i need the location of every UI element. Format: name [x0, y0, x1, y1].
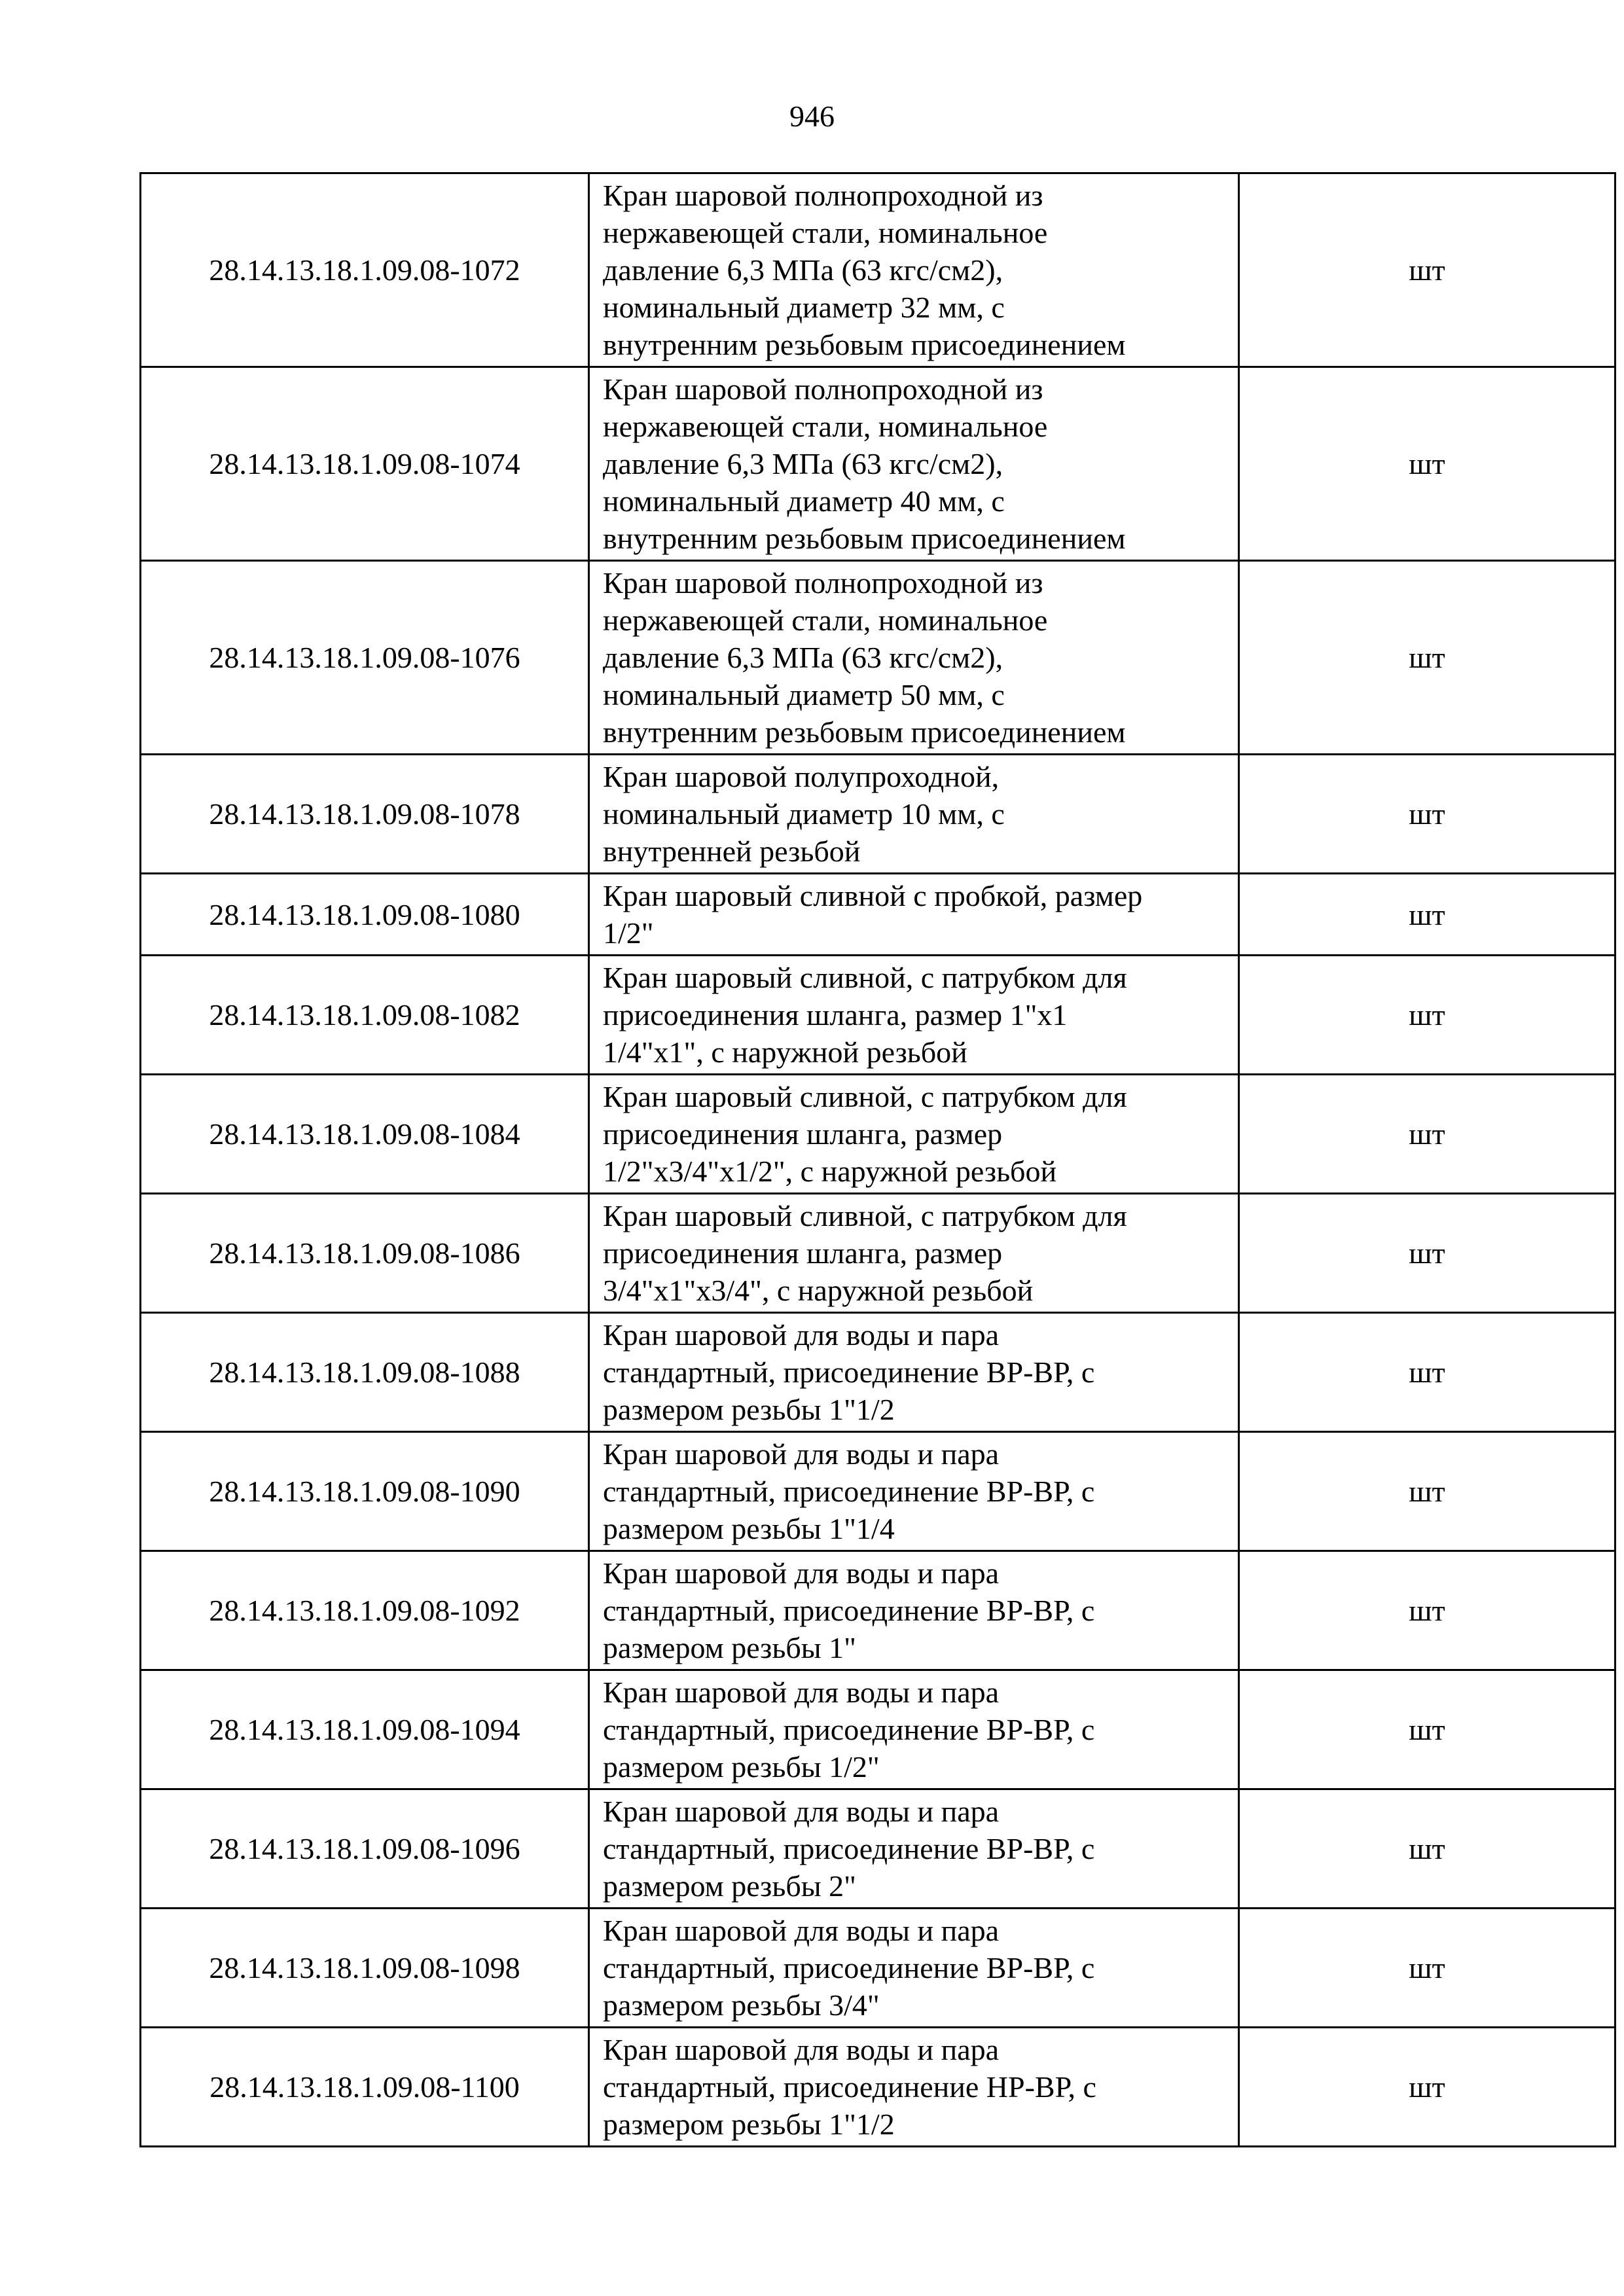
description-line: номинальный диаметр 10 мм, с	[603, 797, 1005, 831]
unit-cell: шт	[1239, 874, 1615, 956]
description-line: Кран шаровый сливной, с патрубком для	[603, 1080, 1127, 1113]
unit-cell: шт	[1239, 1789, 1615, 1909]
description-line: номинальный диаметр 32 мм, с	[603, 291, 1005, 324]
description-line: нержавеющей стали, номинальное	[603, 410, 1048, 443]
description-cell	[589, 1313, 1239, 1432]
code-cell: 28.14.13.18.1.09.08-1082	[141, 956, 589, 1075]
description-cell	[589, 1789, 1239, 1909]
unit-cell: шт	[1239, 956, 1615, 1075]
unit-cell: шт	[1239, 367, 1615, 561]
description-cell	[589, 173, 1239, 367]
table-row	[141, 1075, 1615, 1194]
table-row	[141, 173, 1615, 367]
description-line: размером резьбы 3/4"	[603, 1988, 880, 2022]
description-line: стандартный, присоединение ВР-ВР, с	[603, 1355, 1095, 1389]
unit-cell: шт	[1239, 173, 1615, 367]
code-cell: 28.14.13.18.1.09.08-1096	[141, 1789, 589, 1909]
description-cell	[589, 874, 1239, 956]
description-cell	[589, 1432, 1239, 1551]
unit-cell: шт	[1239, 1194, 1615, 1313]
table-row	[141, 1789, 1615, 1909]
code-cell: 28.14.13.18.1.09.08-1076	[141, 561, 589, 755]
description-line: 1/4"х1", с наружной резьбой	[603, 1035, 967, 1069]
table-row	[141, 1551, 1615, 1670]
description-line: нержавеющей стали, номинальное	[603, 216, 1048, 249]
page-number: 946	[789, 99, 835, 133]
table-row	[141, 956, 1615, 1075]
code-cell: 28.14.13.18.1.09.08-1088	[141, 1313, 589, 1432]
description-line: Кран шаровый сливной, с патрубком для	[603, 1199, 1127, 1232]
unit-cell: шт	[1239, 1432, 1615, 1551]
description-line: стандартный, присоединение ВР-ВР, с	[603, 1594, 1095, 1627]
description-line: Кран шаровой для воды и пара	[603, 2033, 1000, 2066]
unit-cell: шт	[1239, 1670, 1615, 1789]
description-cell	[589, 956, 1239, 1075]
description-line: внутренним резьбовым присоединением	[603, 715, 1126, 749]
description-line: Кран шаровой для воды и пара	[603, 1556, 1000, 1590]
table-row	[141, 1670, 1615, 1789]
description-line: размером резьбы 1/2"	[603, 1750, 880, 1784]
description-line: стандартный, присоединение ВР-ВР, с	[603, 1951, 1095, 1984]
description-line: Кран шаровой полнопроходной из	[603, 372, 1043, 406]
table-row	[141, 561, 1615, 755]
description-cell	[589, 367, 1239, 561]
description-line: внутренним резьбовым присоединением	[603, 328, 1126, 361]
unit-cell: шт	[1239, 1075, 1615, 1194]
description-line: Кран шаровой полнопроходной из	[603, 566, 1043, 600]
description-line: присоединения шланга, размер	[603, 1117, 1003, 1151]
unit-cell: шт	[1239, 2028, 1615, 2147]
description-line: размером резьбы 1"1/2	[603, 2108, 895, 2141]
description-line: внутренним резьбовым присоединением	[603, 522, 1126, 555]
description-line: 1/2"х3/4"х1/2", с наружной резьбой	[603, 1155, 1057, 1188]
code-cell: 28.14.13.18.1.09.08-1086	[141, 1194, 589, 1313]
unit-cell: шт	[1239, 1909, 1615, 2028]
table-row	[141, 1909, 1615, 2028]
code-cell: 28.14.13.18.1.09.08-1092	[141, 1551, 589, 1670]
table-row	[141, 2028, 1615, 2147]
description-line: Кран шаровый сливной с пробкой, размер	[603, 879, 1143, 912]
description-line: 1/2"	[603, 916, 654, 950]
table-row	[141, 367, 1615, 561]
description-line: давление 6,3 МПа (63 кгс/см2),	[603, 641, 1003, 674]
description-line: внутренней резьбой	[603, 834, 861, 868]
description-line: нержавеющей стали, номинальное	[603, 603, 1048, 637]
description-cell	[589, 755, 1239, 874]
description-cell	[589, 1670, 1239, 1789]
description-cell	[589, 1194, 1239, 1313]
description-line: размером резьбы 1"	[603, 1631, 856, 1664]
description-line: номинальный диаметр 50 мм, с	[603, 678, 1005, 711]
description-cell	[589, 1075, 1239, 1194]
description-line: 3/4"х1"х3/4", с наружной резьбой	[603, 1274, 1034, 1307]
code-cell: 28.14.13.18.1.09.08-1084	[141, 1075, 589, 1194]
code-cell: 28.14.13.18.1.09.08-1074	[141, 367, 589, 561]
description-line: Кран шаровой полупроходной,	[603, 760, 1000, 793]
description-line: присоединения шланга, размер 1"х1	[603, 998, 1068, 1031]
description-line: Кран шаровой для воды и пара	[603, 1676, 1000, 1709]
description-cell	[589, 1551, 1239, 1670]
description-line: стандартный, присоединение ВР-ВР, с	[603, 1475, 1095, 1508]
description-line: размером резьбы 1"1/4	[603, 1512, 895, 1545]
description-line: стандартный, присоединение ВР-ВР, с	[603, 1832, 1095, 1865]
description-line: стандартный, присоединение НР-ВР, с	[603, 2070, 1096, 2104]
description-cell	[589, 1909, 1239, 2028]
table-row	[141, 874, 1615, 956]
unit-cell: шт	[1239, 755, 1615, 874]
description-cell	[589, 2028, 1239, 2147]
description-line: номинальный диаметр 40 мм, с	[603, 484, 1005, 518]
description-cell	[589, 561, 1239, 755]
description-line: Кран шаровой полнопроходной из	[603, 179, 1043, 212]
description-line: присоединения шланга, размер	[603, 1236, 1003, 1270]
code-cell: 28.14.13.18.1.09.08-1100	[141, 2028, 589, 2147]
description-line: Кран шаровый сливной, с патрубком для	[603, 961, 1127, 994]
description-line: Кран шаровой для воды и пара	[603, 1914, 1000, 1947]
description-line: размером резьбы 2"	[603, 1869, 856, 1903]
code-cell: 28.14.13.18.1.09.08-1090	[141, 1432, 589, 1551]
table-row	[141, 755, 1615, 874]
description-line: Кран шаровой для воды и пара	[603, 1437, 1000, 1471]
code-cell: 28.14.13.18.1.09.08-1072	[141, 173, 589, 367]
description-line: Кран шаровой для воды и пара	[603, 1795, 1000, 1828]
price-table-body	[141, 173, 1615, 2147]
code-cell: 28.14.13.18.1.09.08-1078	[141, 755, 589, 874]
unit-cell: шт	[1239, 1313, 1615, 1432]
unit-cell: шт	[1239, 1551, 1615, 1670]
code-cell: 28.14.13.18.1.09.08-1094	[141, 1670, 589, 1789]
table-row	[141, 1432, 1615, 1551]
description-line: давление 6,3 МПа (63 кгс/см2),	[603, 253, 1003, 287]
description-line: размером резьбы 1"1/2	[603, 1393, 895, 1426]
table-row	[141, 1194, 1615, 1313]
unit-cell: шт	[1239, 561, 1615, 755]
table-row	[141, 1313, 1615, 1432]
description-line: Кран шаровой для воды и пара	[603, 1318, 1000, 1352]
price-table	[139, 172, 1616, 2147]
code-cell: 28.14.13.18.1.09.08-1080	[141, 874, 589, 956]
description-line: давление 6,3 МПа (63 кгс/см2),	[603, 447, 1003, 480]
description-line: стандартный, присоединение ВР-ВР, с	[603, 1713, 1095, 1746]
code-cell: 28.14.13.18.1.09.08-1098	[141, 1909, 589, 2028]
